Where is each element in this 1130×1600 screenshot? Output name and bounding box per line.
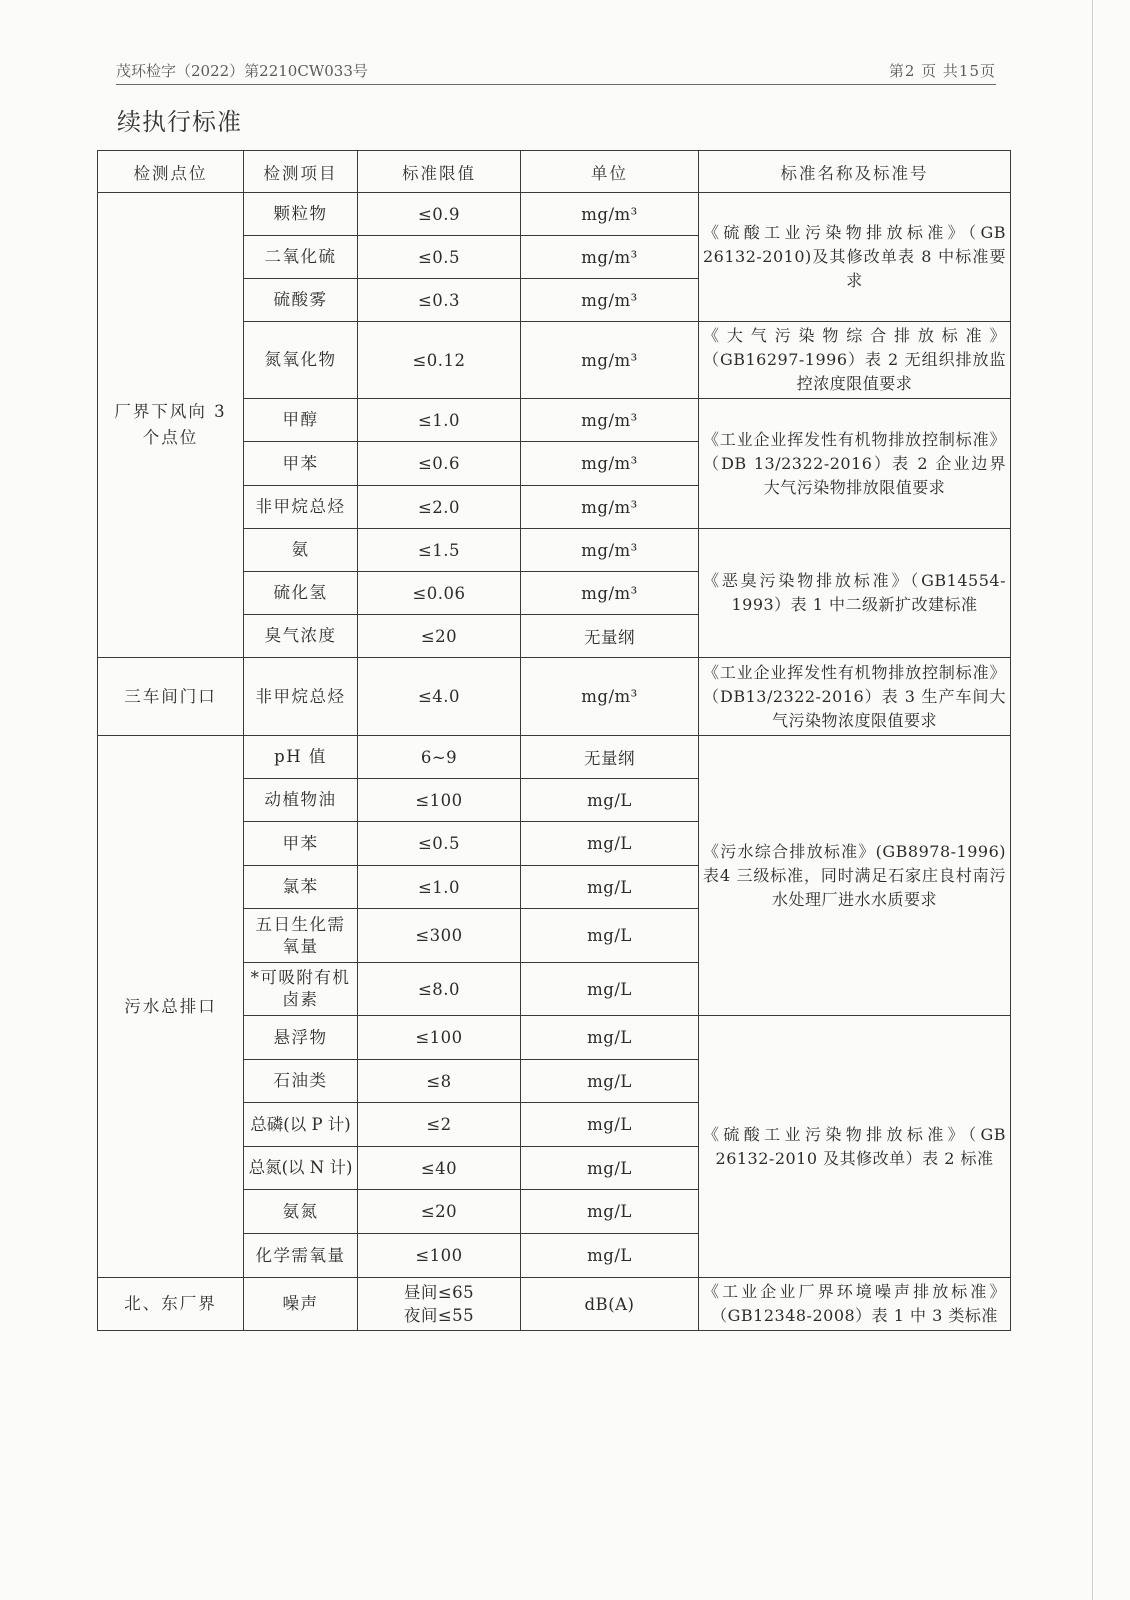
standard-cell: 《硫酸工业污染物排放标准》（GB 26132-2010 及其修改单）表 2 标准: [699, 1016, 1011, 1278]
column-header-location: 检测点位: [98, 151, 244, 193]
item-cell: 硫化氢: [244, 572, 358, 615]
item-cell: pH 值: [244, 736, 358, 779]
unit-cell: dB(A): [521, 1278, 699, 1331]
column-header-unit: 单位: [521, 151, 699, 193]
limit-cell: ≤0.6: [358, 442, 521, 486]
unit-cell: 无量纲: [521, 736, 699, 779]
limit-cell: ≤100: [358, 779, 521, 822]
scan-edge-line: [1092, 0, 1093, 1600]
item-cell: *可吸附有机卤素: [244, 963, 358, 1016]
unit-cell: mg/m³: [521, 658, 699, 736]
unit-cell: mg/m³: [521, 279, 699, 322]
item-cell: 动植物油: [244, 779, 358, 822]
limit-nighttime: 夜间≤55: [403, 1306, 475, 1325]
table-row: [98, 736, 1011, 779]
limit-cell: ≤1.0: [358, 866, 521, 909]
standard-cell: 《工业企业挥发性有机物排放控制标准》（DB 13/2322-2016）表 2 企业边界大气污染物排放限值要求: [699, 399, 1011, 529]
unit-cell: mg/L: [521, 963, 699, 1016]
standard-cell: 《污水综合排放标准》(GB8978-1996)表4 三级标准，同时满足石家庄良村南污水处理厂进水水质要求: [699, 736, 1011, 1016]
item-cell: 甲苯: [244, 442, 358, 486]
item-cell: 二氧化硫: [244, 236, 358, 279]
unit-cell: mg/L: [521, 866, 699, 909]
location-cell: 污水总排口: [98, 736, 244, 1278]
unit-cell: mg/m³: [521, 486, 699, 529]
unit-cell: mg/m³: [521, 399, 699, 442]
item-cell: 臭气浓度: [244, 615, 358, 658]
limit-cell: ≤40: [358, 1147, 521, 1190]
item-cell: 化学需氧量: [244, 1234, 358, 1278]
location-cell: 三车间门口: [98, 658, 244, 736]
unit-cell: mg/m³: [521, 529, 699, 572]
unit-cell: mg/m³: [521, 572, 699, 615]
standard-cell: 《工业企业厂界环境噪声排放标准》（GB12348-2008）表 1 中 3 类标准: [699, 1278, 1011, 1331]
standard-cell: 《硫酸工业污染物排放标准》（GB 26132-2010)及其修改单表 8 中标准要求: [699, 193, 1011, 322]
limit-cell: ≤0.9: [358, 193, 521, 236]
limit-cell: ≤1.5: [358, 529, 521, 572]
limit-cell: [358, 1278, 521, 1331]
limit-cell: ≤0.5: [358, 822, 521, 866]
limit-cell: ≤20: [358, 1190, 521, 1234]
limit-cell: ≤20: [358, 615, 521, 658]
limit-cell: ≤100: [358, 1234, 521, 1278]
limit-cell: ≤300: [358, 909, 521, 963]
standard-cell: 《恶臭污染物排放标准》（GB14554-1993）表 1 中二级新扩改建标准: [699, 529, 1011, 658]
page-info: 第2 页 共15页: [888, 62, 996, 80]
limit-cell: ≤8: [358, 1060, 521, 1103]
standard-cell: 《工业企业挥发性有机物排放控制标准》（DB13/2322-2016）表 3 生产车间大气污染物浓度限值要求: [699, 658, 1011, 736]
limit-cell: ≤0.06: [358, 572, 521, 615]
unit-cell: mg/L: [521, 779, 699, 822]
doc-number: 茂环检字（2022）第2210CW033号: [116, 62, 368, 80]
limit-daytime: 昼间≤65: [403, 1283, 475, 1302]
item-cell: 氨: [244, 529, 358, 572]
item-cell: 氨氮: [244, 1190, 358, 1234]
unit-cell: mg/m³: [521, 193, 699, 236]
standards-table: [97, 150, 1011, 1331]
unit-cell: mg/L: [521, 1060, 699, 1103]
unit-cell: 无量纲: [521, 615, 699, 658]
unit-cell: mg/L: [521, 1234, 699, 1278]
item-cell: 石油类: [244, 1060, 358, 1103]
limit-cell: 6~9: [358, 736, 521, 779]
unit-cell: mg/L: [521, 909, 699, 963]
item-cell: 总氮(以 N 计): [244, 1147, 358, 1190]
item-cell: 硫酸雾: [244, 279, 358, 322]
limit-cell: ≤0.12: [358, 322, 521, 399]
limit-cell: ≤2.0: [358, 486, 521, 529]
unit-cell: mg/L: [521, 822, 699, 866]
limit-cell: ≤0.5: [358, 236, 521, 279]
limit-cell: ≤100: [358, 1016, 521, 1060]
unit-cell: mg/m³: [521, 236, 699, 279]
item-cell: 非甲烷总烃: [244, 486, 358, 529]
limit-cell: ≤8.0: [358, 963, 521, 1016]
item-cell: 噪声: [244, 1278, 358, 1331]
column-header-item: 检测项目: [244, 151, 358, 193]
unit-cell: mg/L: [521, 1016, 699, 1060]
item-cell: 氮氧化物: [244, 322, 358, 399]
limit-cell: ≤0.3: [358, 279, 521, 322]
location-cell: 北、东厂界: [98, 1278, 244, 1331]
item-cell: 总磷(以 P 计): [244, 1103, 358, 1147]
location-cell: 厂界下风向 3 个点位: [98, 193, 244, 658]
unit-cell: mg/L: [521, 1103, 699, 1147]
item-cell: 甲醇: [244, 399, 358, 442]
limit-cell: ≤1.0: [358, 399, 521, 442]
table-row: [98, 193, 1011, 236]
unit-cell: mg/L: [521, 1190, 699, 1234]
item-cell: 悬浮物: [244, 1016, 358, 1060]
item-cell: 五日生化需氧量: [244, 909, 358, 963]
standard-cell: 《大气污染物综合排放标准》（GB16297-1996）表 2 无组织排放监控浓度限值要求: [699, 322, 1011, 399]
limit-cell: ≤2: [358, 1103, 521, 1147]
item-cell: 颗粒物: [244, 193, 358, 236]
unit-cell: mg/L: [521, 1147, 699, 1190]
column-header-limit: 标准限值: [358, 151, 521, 193]
item-cell: 非甲烷总烃: [244, 658, 358, 736]
table-row: [98, 1278, 1011, 1331]
unit-cell: mg/m³: [521, 442, 699, 486]
table-header-row: [98, 151, 1011, 193]
column-header-standard: 标准名称及标准号: [699, 151, 1011, 193]
table-row: [98, 658, 1011, 736]
unit-cell: mg/m³: [521, 322, 699, 399]
item-cell: 甲苯: [244, 822, 358, 866]
limit-cell: ≤4.0: [358, 658, 521, 736]
page-title: 续执行标准: [117, 108, 242, 136]
item-cell: 氯苯: [244, 866, 358, 909]
page-header: [116, 60, 996, 85]
